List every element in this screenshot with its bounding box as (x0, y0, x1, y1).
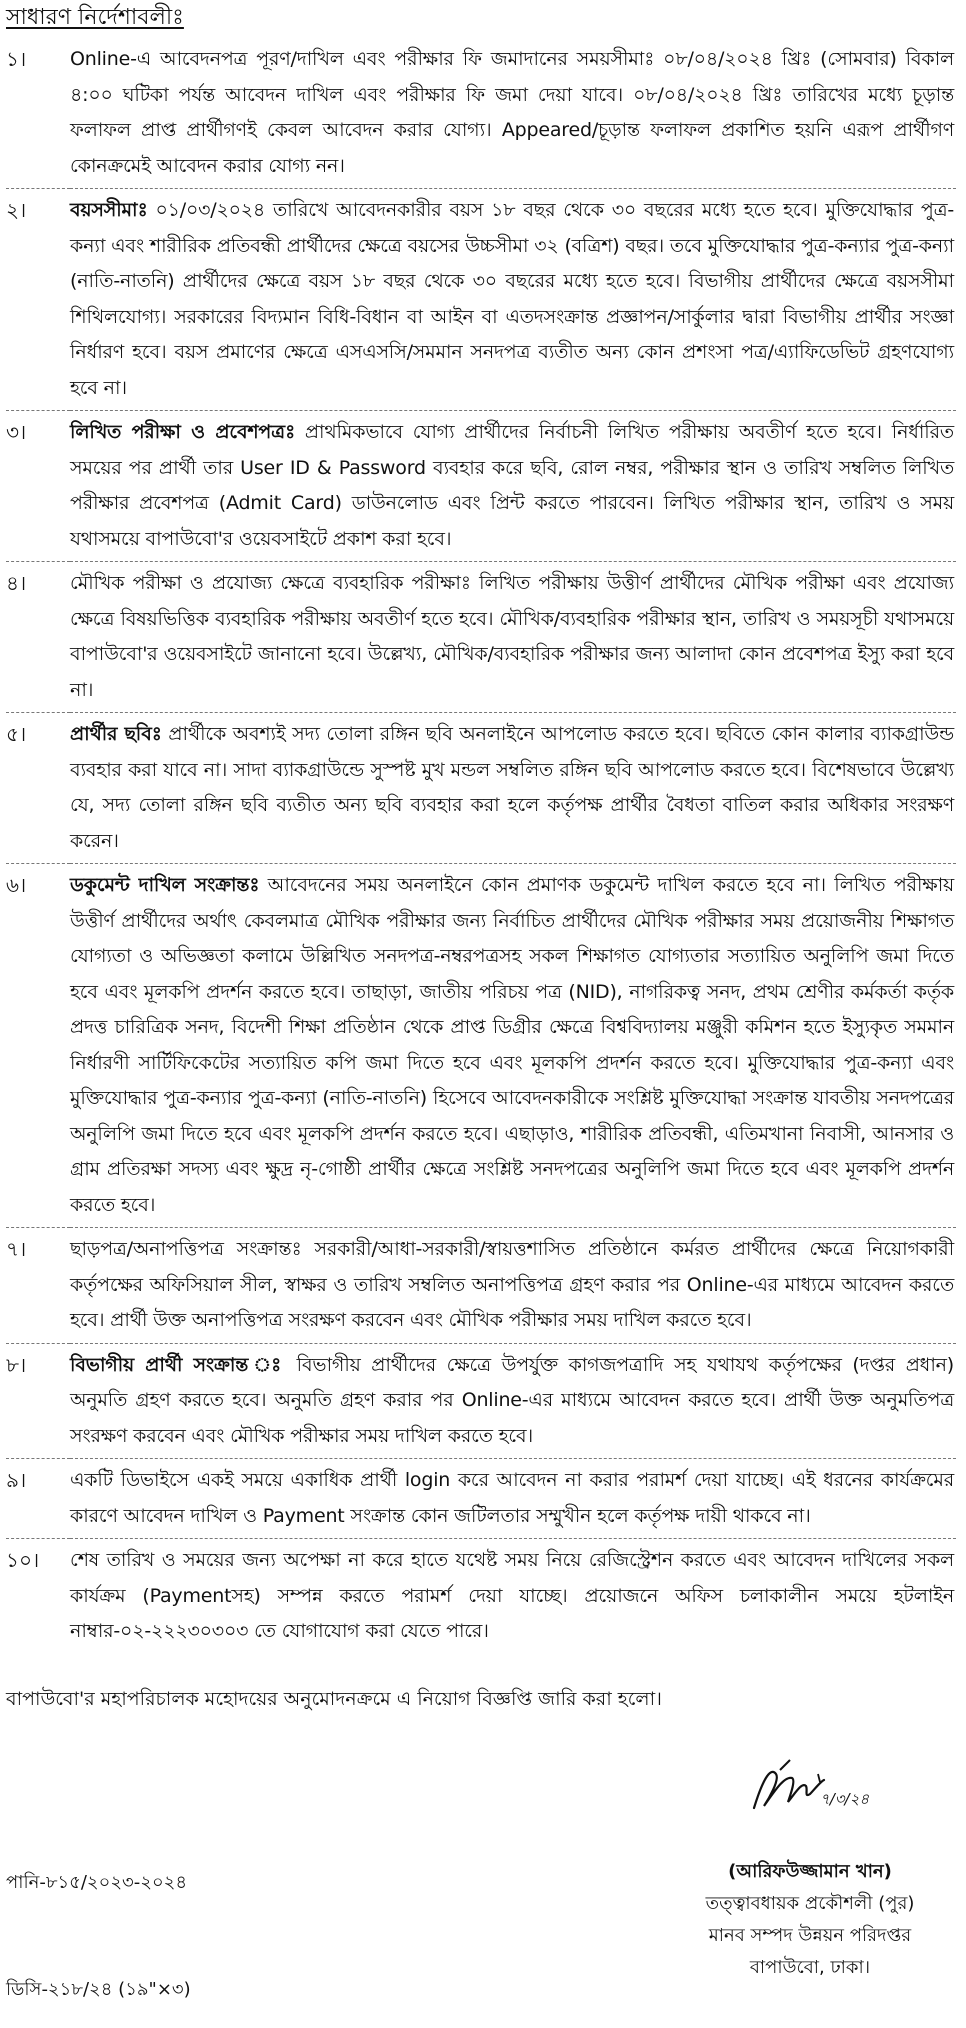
rule-body (70, 38, 956, 189)
rule-number: ৮। (6, 1343, 70, 1459)
signatory-organization: বাপাউবো, ঢাকা। (749, 1957, 871, 1978)
rule-item (6, 562, 956, 713)
rule-text: ০১/০৩/২০২৪ তারিখে আবেদনকারীর বয়স ১৮ বছর থেকে ৩০ বছরের মধ্যে হতে হবে। মুক্তিযোদ্ধার পুত্র-কন্যা এবং শারীরিক প্রতিবন্ধী প্রার্থীদের ক্ষেত্রে বয়সের উচ্চসীমা ৩২ (বত্রিশ) বছর। তবে মুক্তিযোদ্ধার পুত্র-কন্যার পুত্র-কন্যা (নাতি-নাতনি) প্রার্থীদের ক্ষেত্রে বয়স ১৮ বছর থেকে ৩০ বছরের মধ্যে হতে হবে। বিভাগীয় প্রার্থীদের ক্ষেত্রে বয়সসীমা শিথিলযোগ্য। সরকারের বিদ্যমান বিধি-বিধান বা আইন বা এতদসংক্রান্ত প্রজ্ঞাপন/সার্কুলার দ্বারা বিভাগীয় প্রার্থীর সংজ্ঞা নির্ধারণ হবে। বয়স প্রমাণের ক্ষেত্রে এসএসসি/সমমান সনদপত্র ব্যতীত অন্য কোন প্রশংসা পত্র/এ্যাফিডেভিট গ্রহণযোগ্য হবে না। (70, 199, 954, 399)
signatory-office: মানব সম্পদ উন্নয়ন পরিদপ্তর (708, 1925, 912, 1946)
rule-item (6, 1228, 956, 1344)
rule-item (6, 411, 956, 562)
rule-item (6, 38, 956, 189)
rule-body (70, 864, 956, 1228)
rule-text: আবেদনের সময় অনলাইনে কোন প্রমাণক ডকুমেন্ট দাখিল করতে হবে না। লিখিত পরীক্ষায় উত্তীর্ণ প্রার্থীদের অর্থাৎ কেবলমাত্র মৌখিক পরীক্ষার জন্য নির্বাচিত প্রার্থীদের মৌখিক পরীক্ষার সময় প্রয়োজনীয় শিক্ষাগত যোগ্যতা ও অভিজ্ঞতা কলামে উল্লিখিত সনদপত্র-নম্বরপত্রসহ সকল শিক্ষাগত যোগ্যতার সত্যায়িত অনুলিপি জমা দিতে হবে এবং মূলকপি প্রদর্শন করতে হবে। তাছাড়া, জাতীয় পরিচয় পত্র (NID), নাগরিকত্ব সনদ, প্রথম শ্রেণীর কর্মকর্তা কর্তৃক প্রদত্ত চারিত্রিক সনদ, বিদেশী শিক্ষা প্রতিষ্ঠান থেকে প্রাপ্ত ডিগ্রীর ক্ষেত্রে বিশ্ববিদ্যালয় মঞ্জুরী কমিশন হতে ইস্যুকৃত সমমান নির্ধারণী সার্টিফিকেটের সত্যায়িত কপি জমা দিতে হবে এবং মূলকপি প্রদর্শন করতে হবে। মুক্তিযোদ্ধার পুত্র-কন্যা এবং মুক্তিযোদ্ধার পুত্র-কন্যার পুত্র-কন্যা (নাতি-নাতনি) হিসেবে আবেদনকারীকে সংশ্লিষ্ট মুক্তিযোদ্ধা সংক্রান্ত যাবতীয় সনদপত্রের অনুলিপি জমা দিতে হবে এবং মূলকপি প্রদর্শন করতে হবে। এছাড়াও, শারীরিক প্রতিবন্ধী, এতিমখানা নিবাসী, আনসার ও গ্রাম প্রতিরক্ষা সদস্য এবং ক্ষুদ্র নৃ-গোষ্ঠী প্রার্থীর ক্ষেত্রে সংশ্লিষ্ট সনদপত্রের অনুলিপি জমা দিতে হবে এবং মূলকপি প্রদর্শন করতে হবে। (70, 874, 954, 1216)
rule-text: প্রার্থীকে অবশ্যই সদ্য তোলা রঙ্গিন ছবি অনলাইনে আপলোড করতে হবে। ছবিতে কোন কালার ব্যাকগ্রাউন্ড ব্যবহার করা যাবে না। সাদা ব্যাকগ্রাউন্ডে সুস্পষ্ট মুখ মন্ডল সম্বলিত রঙ্গিন ছবি আপলোড করতে হবে। বিশেষভাবে উল্লেখ্য যে, সদ্য তোলা রঙ্গিন ছবি ব্যতীত অন্য ছবি ব্যবহার করা হলে কর্তৃপক্ষ প্রার্থীর বৈধতা বাতিল করার অধিকার সংরক্ষণ করেন। (70, 723, 954, 852)
rule-lead-title: প্রার্থীর ছবিঃ (70, 723, 162, 745)
rule-lead-title: লিখিত পরীক্ষা ও প্রবেশপত্রঃ (70, 421, 295, 443)
approval-note: বাপাউবো'র মহাপরিচালক মহোদয়ের অনুমোদনক্রমে এ নিয়োগ বিজ্ঞপ্তি জারি করা হলো। (6, 1688, 662, 1710)
rule-body (70, 411, 956, 562)
rule-number: ৪। (6, 562, 70, 713)
rule-number: ৭। (6, 1228, 70, 1344)
rule-text: প্রাথমিকভাবে যোগ্য প্রার্থীদের নির্বাচনী লিখিত পরীক্ষায় অবতীর্ণ হতে হবে। নির্ধারিত সময়ের পর প্রার্থী তার User ID & Password ব্যবহার করে ছবি, রোল নম্বর, পরীক্ষার স্থান ও তারিখ সম্বলিত লিখিত পরীক্ষার প্রবেশপত্র (Admit Card) ডাউনলোড এবং প্রিন্ট করতে পারবেন। লিখিত পরীক্ষার স্থান, তারিখ ও সময় যথাসময়ে বাপাউবো'র ওয়েবসাইটে প্রকাশ করা হবে। (70, 421, 954, 550)
rule-body (70, 713, 956, 864)
rule-item (6, 713, 956, 864)
page-heading: সাধারণ নির্দেশাবলীঃ (6, 5, 184, 30)
rule-number: ১০। (6, 1548, 40, 1572)
rule-body (70, 1228, 956, 1344)
rule-text: ছাড়পত্র/অনাপত্তিপত্র সংক্রান্তঃ সরকারী/আধা-সরকারী/স্বায়ত্তশাসিত প্রতিষ্ঠানে কর্মরত প্রার্থীদের ক্ষেত্রে নিয়োগকারী কর্তৃপক্ষের অফিসিয়াল সীল, স্বাক্ষর ও তারিখ সম্বলিত অনাপত্তিপত্র গ্রহণ করার পর Online-এর মাধ্যমে আবেদন করতে হবে। প্রার্থী উক্ত অনাপত্তিপত্র সংরক্ষণ করবেন এবং মৌখিক পরীক্ষার সময় দাখিল করতে হবে। (70, 1238, 954, 1331)
rule-body (70, 1539, 956, 1654)
rule-body (70, 1459, 956, 1539)
rule-number: ৬। (6, 864, 70, 1228)
rules-table (6, 38, 956, 1654)
signatory-block (680, 1856, 940, 1984)
rule-body (70, 189, 956, 411)
signatory-designation: তত্ত্বাবধায়ক প্রকৌশলী (পুর) (705, 1893, 915, 1914)
handwritten-signature (740, 1752, 870, 1822)
rule-number: ৯। (6, 1459, 70, 1539)
signatory-name: (আরিফউজ্জামান খান) (728, 1861, 892, 1882)
rule-body (70, 1343, 956, 1459)
rule-text: Online-এ আবেদনপত্র পূরণ/দাখিল এবং পরীক্ষার ফি জমাদানের সময়সীমাঃ ০৮/০৪/২০২৪ খ্রিঃ (সোমবার) বিকাল ৪:০০ ঘটিকা পর্যন্ত আবেদন দাখিল এবং পরীক্ষার ফি জমা দেয়া যাবে। ০৮/০৪/২০২৪ খ্রিঃ তারিখের মধ্যে চূড়ান্ত ফলাফল প্রাপ্ত প্রার্থীগণই কেবল আবেদন করার যোগ্য। Appeared/চূড়ান্ত ফলাফল প্রকাশিত হয়নি এরূপ প্রার্থীগণ কোনক্রমেই আবেদন করার যোগ্য নন। (70, 48, 954, 177)
rule-lead-title: বয়সসীমাঃ (70, 199, 148, 221)
rule-text: মৌখিক পরীক্ষা ও প্রযোজ্য ক্ষেত্রে ব্যবহারিক পরীক্ষাঃ লিখিত পরীক্ষায় উত্তীর্ণ প্রার্থীদের মৌখিক পরীক্ষা এবং প্রযোজ্য ক্ষেত্রে বিষয়ভিত্তিক ব্যবহারিক পরীক্ষায় অবতীর্ণ হতে হবে। মৌখিক/ব্যবহারিক পরীক্ষার স্থান, তারিখ ও সময়সূচী যথাসময়ে বাপাউবো'র ওয়েবসাইটে জানানো হবে। উল্লেখ্য, মৌখিক/ব্যবহারিক পরীক্ষার জন্য আলাদা কোন প্রবেশপত্র ইস্যু করা হবে না। (70, 572, 954, 701)
rule-body (70, 562, 956, 713)
svg-text:৭/৩/২৪: ৭/৩/২৪ (820, 1790, 870, 1808)
rule-lead-title: ডকুমেন্ট দাখিল সংক্রান্তঃ (70, 874, 260, 896)
rule-item (6, 189, 956, 411)
rule-number: ১। (6, 38, 70, 189)
rule-item (6, 1343, 956, 1459)
rule-text: একটি ডিভাইসে একই সময়ে একাধিক প্রার্থী login করে আবেদন না করার পরামর্শ দেয়া যাচ্ছে। এই ধরনের কার্যক্রমের কারণে আবেদন দাখিল ও Payment সংক্রান্ত কোন জটিলতার সম্মুখীন হলে কর্তৃপক্ষ দায়ী থাকবে না। (70, 1469, 954, 1527)
rule-text: শেষ তারিখ ও সময়ের জন্য অপেক্ষা না করে হাতে যথেষ্ট সময় নিয়ে রেজিস্ট্রেশন করতে এবং আবেদন দাখিলের সকল কার্যক্রম (Paymentসহ) সম্পন্ন করতে পরামর্শ দেয়া যাচ্ছে। প্রয়োজনে অফিস চলাকালীন সময়ে হটলাইন নাম্বার-০২-২২২৩০৩০৩ তে যোগাযোগ করা যেতে পারে। (70, 1549, 954, 1642)
memo-reference: পানি-৮১৫/২০২৩-২০২৪ (6, 1872, 188, 1893)
rule-item (6, 1539, 956, 1654)
rule-item (6, 864, 956, 1228)
rule-number: ২। (6, 189, 70, 411)
rule-number: ৫। (6, 713, 70, 864)
rule-number: ৩। (6, 411, 70, 562)
dc-reference: ডিসি-২১৮/২৪ (১৯"×৩) (6, 1979, 191, 2000)
rule-text: বিভাগীয় প্রার্থীদের ক্ষেত্রে উপর্যুক্ত কাগজপত্রাদি সহ যথাযথ কর্তৃপক্ষের (দপ্তর প্রধান) অনুমতি গ্রহণ করতে হবে। অনুমতি গ্রহণ করার পর Online-এর মাধ্যমে আবেদন করতে হবে। প্রার্থী উক্ত অনুমতিপত্র সংরক্ষণ করবেন এবং মৌখিক পরীক্ষার সময় দাখিল করতে হবে। (70, 1353, 954, 1447)
rule-lead-title: বিভাগীয় প্রার্থী সংক্রান্ত ঃ (70, 1353, 286, 1376)
rule-item (6, 1459, 956, 1539)
